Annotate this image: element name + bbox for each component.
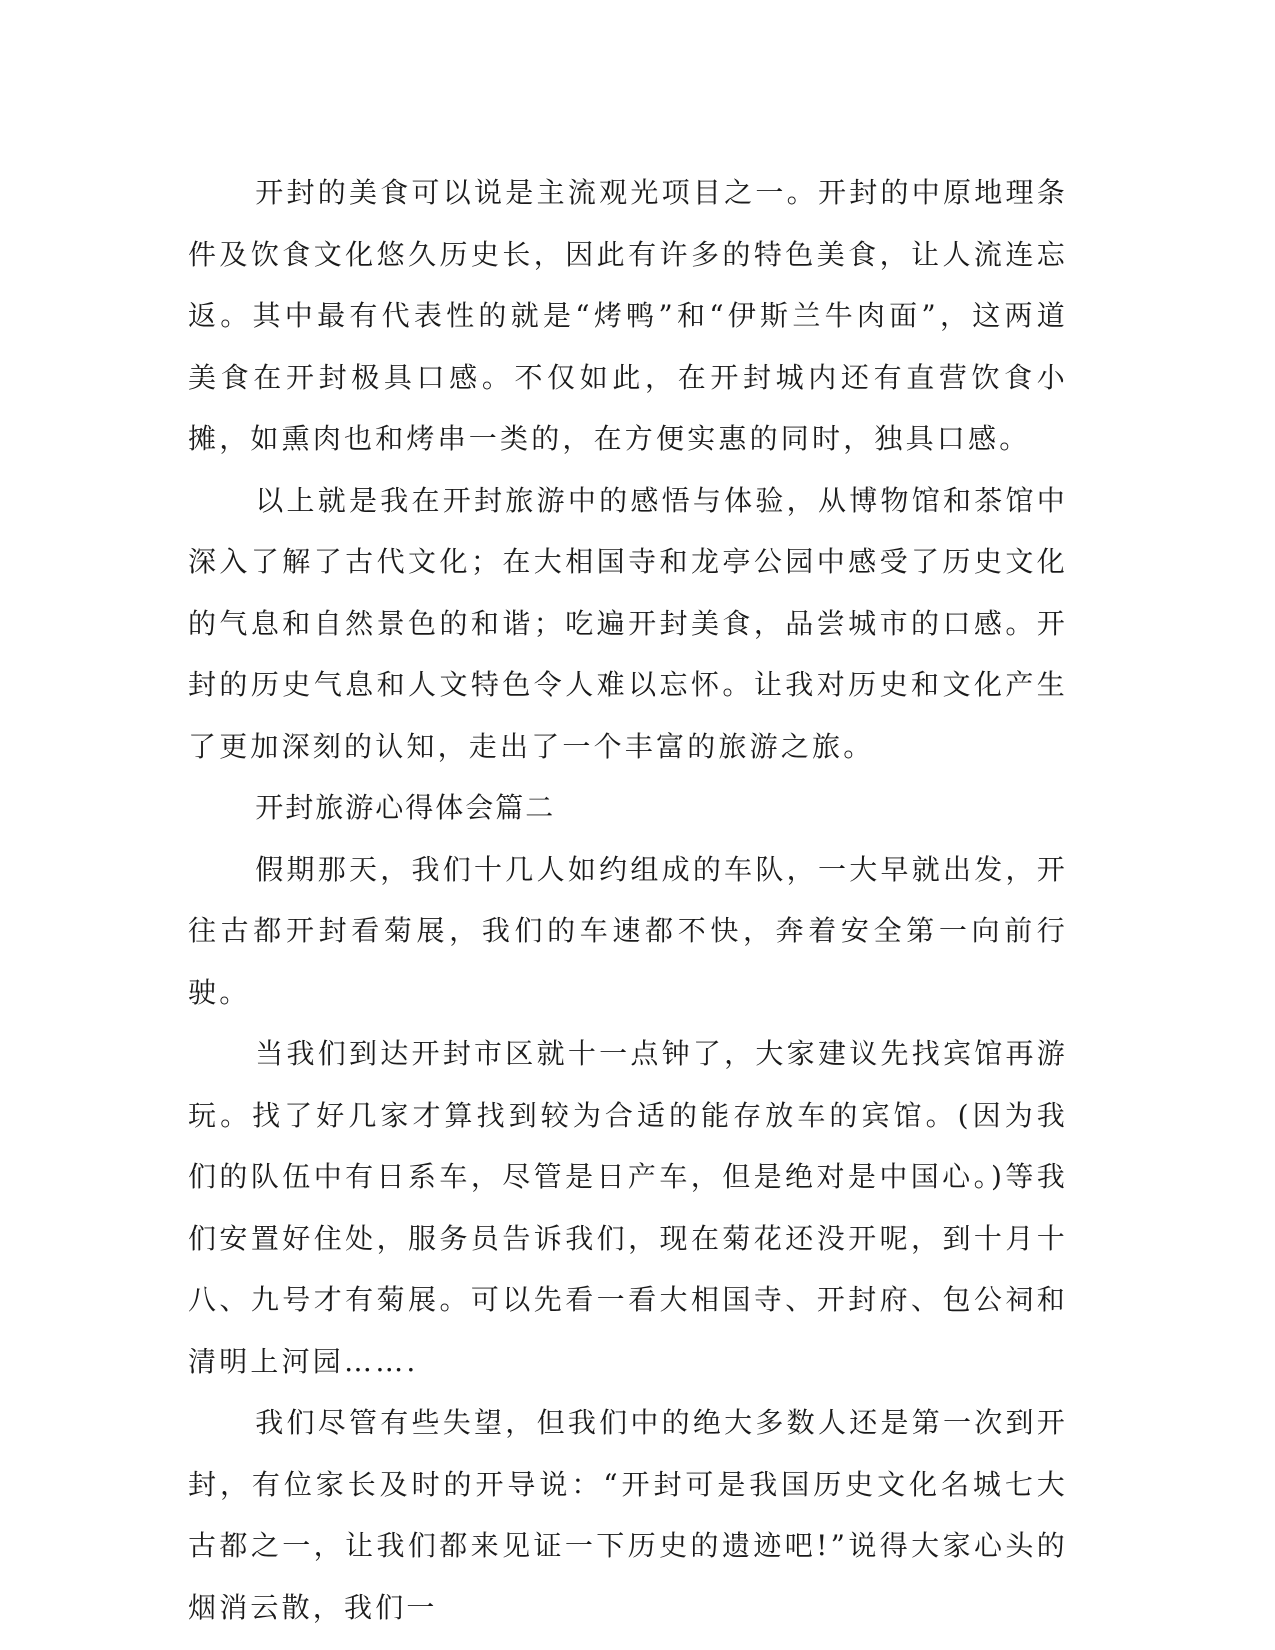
paragraph-arrival: 当我们到达开封市区就十一点钟了，大家建议先找宾馆再游玩。找了好几家才算找到较为合适的能存放车的宾馆。(因为我们的队伍中有日系车，尽管是日产车，但是绝对是中国心。)等我们安置好住处，服务员告诉我们，现在菊花还没开呢，到十月十八、九号才有菊展。可以先看一看大相国寺、开封府、包公祠和清明上河园……. <box>188 1037 1068 1378</box>
paragraph-food: 开封的美食可以说是主流观光项目之一。开封的中原地理条件及饮食文化悠久历史长，因此有许多的特色美食，让人流连忘返。其中最有代表性的就是“烤鸭”和“伊斯兰牛肉面”，这两道美食在开封极具口感。不仅如此，在开封城内还有直营饮食小摊，如熏肉也和烤串一类的，在方便实惠的同时，独具口感。 <box>188 176 1068 455</box>
paragraph-summary: 以上就是我在开封旅游中的感悟与体验，从博物馆和茶馆中深入了解了古代文化；在大相国寺和龙亭公园中感受了历史文化的气息和自然景色的和谐；吃遍开封美食，品尝城市的口感。开封的历史气息和人文特色令人难以忘怀。让我对历史和文化产生了更加深刻的认知，走出了一个丰富的旅游之旅。 <box>188 483 1068 763</box>
body-text <box>188 162 1068 1638</box>
section-heading: 开封旅游心得体会篇二 <box>255 791 556 824</box>
paragraph-departure: 假期那天，我们十几人如约组成的车队，一大早就出发，开往古都开封看菊展，我们的车速都不快，奔着安全第一向前行驶。 <box>188 852 1068 1009</box>
paragraph-encouragement: 我们尽管有些失望，但我们中的绝大多数人还是第一次到开封，有位家长及时的开导说：“开封可是我国历史文化名城七大古都之一，让我们都来见证一下历史的遗迹吧!”说得大家心头的烟消云散，我们一 <box>188 1406 1068 1624</box>
